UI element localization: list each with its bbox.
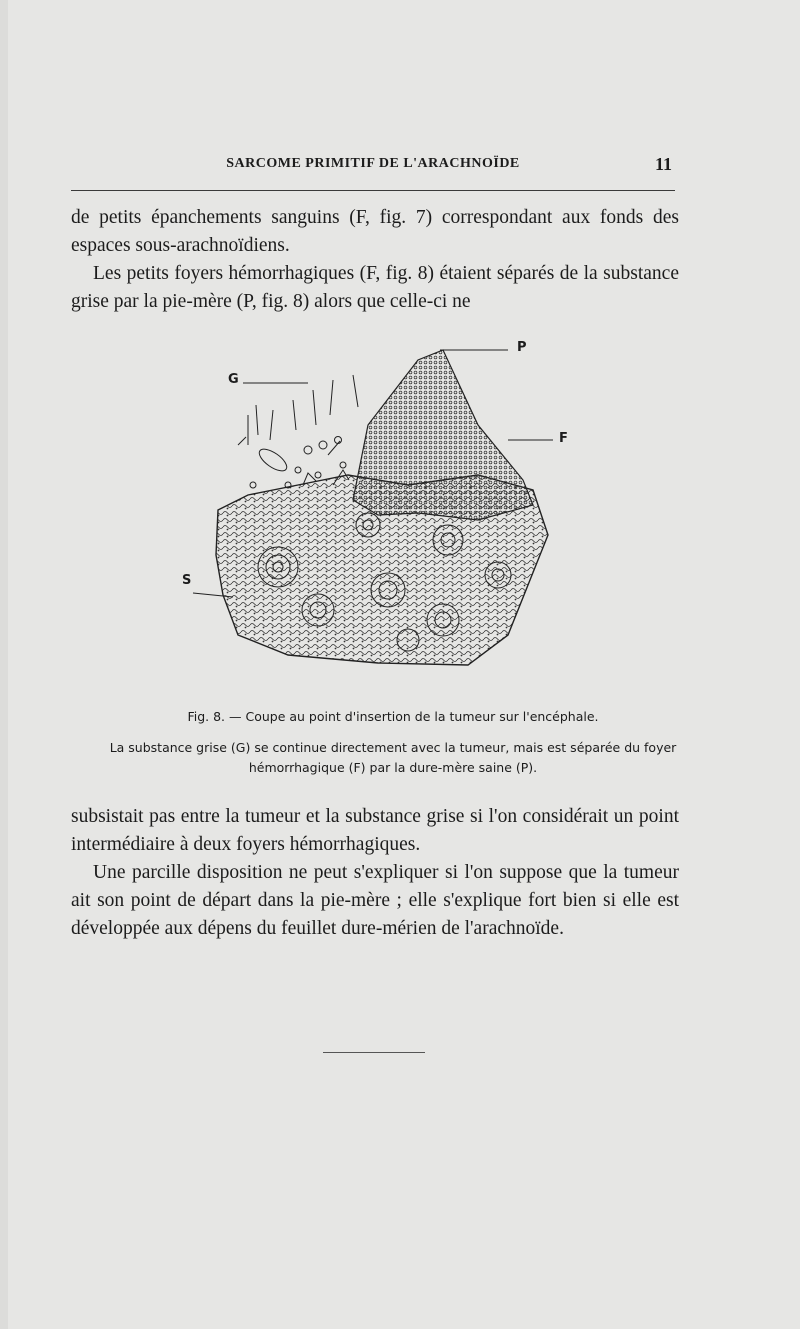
page-number: 11 [654, 154, 672, 174]
figure-label-s: S [182, 573, 192, 588]
header-rule [71, 190, 675, 191]
figure-label-g: G [228, 372, 239, 387]
figure-caption-description: La substance grise (G) se continue directement avec la tumeur, mais est séparée du foyer hémorrhagique (F) par la dure-mère saine (P). [109, 740, 677, 775]
body-text-top [71, 204, 679, 316]
figure-label-f: F [559, 431, 568, 446]
figure-8-illustration [178, 335, 568, 675]
paragraph-foyers: Les petits foyers hémorrhagiques (F, fig. 8) étaient séparés de la substance grise par la pie-mère (P, fig. 8) alors que celle-ci ne [71, 263, 679, 312]
figure-label-p: P [517, 340, 527, 355]
running-header [68, 156, 678, 178]
paragraph-continued: de petits épanchements sanguins (F, fig. 7) correspondant aux fonds des espaces sous-arachnoïdiens. [71, 207, 679, 256]
book-page [8, 0, 800, 1329]
body-text-bottom [71, 803, 679, 943]
paragraph-disposition: Une parcille disposition ne peut s'expliquer si l'on suppose que la tumeur ait son point de départ dans la pie-mère ; elle s'explique fort bien si elle est développée aux dépens du feuillet dure-mérien de l'arachnoïde. [71, 862, 679, 939]
section-end-rule [323, 1052, 425, 1053]
paragraph-subsistait: subsistait pas entre la tumeur et la substance grise si l'on considérait un point intermédiaire à deux foyers hémorrhagiques. [71, 806, 679, 855]
figure-caption-title: Fig. 8. — Coupe au point d'insertion de la tumeur sur l'encéphale. [187, 709, 599, 724]
running-title: SARCOME PRIMITIF DE L'ARACHNOÏDE [226, 156, 520, 171]
hemorrhagic-focus [353, 350, 533, 520]
